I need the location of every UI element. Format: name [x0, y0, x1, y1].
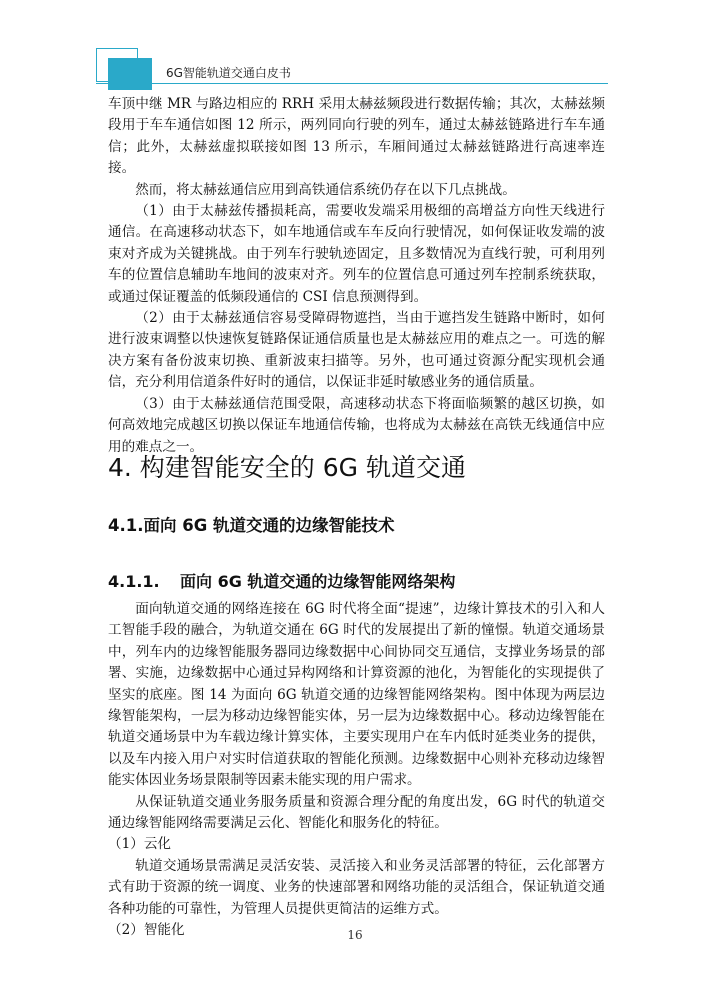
paragraph: 从保证轨道交通业务服务质量和资源合理分配的角度出发，6G 时代的轨道交通边缘智能网络需要满足云化、智能化和服务化的特征。 [108, 793, 605, 832]
header-title: 6G智能轨道交通白皮书 [166, 66, 291, 80]
paragraph: （1）由于太赫兹传播损耗高，需要收发端采用极细的高增益方向性天线进行通信。在高速移动状态下，如车地通信或车车反向行驶情况，如何保证收发端的波束对齐成为关键挑战。由于列车行驶轨迹固定，且多数情况为直线行驶，可利用列车的位置信息辅助车地间的波束对齐。列车的位置信息可通过列车控制系统获取，或通过保证覆盖的低频段通信的 CSI 信息预测得到。 [108, 203, 605, 305]
header-rule [96, 83, 608, 84]
list-item-label: （2）智能化 [108, 922, 185, 939]
paragraph: （3）由于太赫兹通信范围受限，高速移动状态下将面临频繁的越区切换，如何高效地完成越区切换以保证车地通信传输，也将成为太赫兹在高铁无线通信中应用的难点之一。 [108, 395, 605, 455]
paragraph: 面向轨道交通的网络连接在 6G 时代将全面“提速”，边缘计算技术的引入和人工智能手段的融合，为轨道交通在 6G 时代的发展提出了新的憧憬。轨道交通场景中，列车内的边缘智能服务器同边缘数据中心间协同交互通信，支撑业务场景的部署、实施，边缘数据中心通过异构网络和计算资源的池化，为智能化的实现提供了坚实的底座。图 14 为面向 6G 轨道交通的边缘智能网络架构。图中体现为两层边缘智能架构，一层为移动边缘智能实体，另一层为边缘数据中心。移动边缘智能在轨道交通场景中为车载边缘计算实体，主要实现用户在车内低时延类业务的提供，以及车内接入用户对实时信道获取的智能化预测。边缘数据中心则补充移动边缘智能实体因业务场景限制等因素未能实现的用户需求。 [108, 601, 605, 789]
paragraph: 轨道交通场景需满足灵活安装、灵活接入和业务灵活部署的特征，云化部署方式有助于资源的统一调度、业务的快速部署和网络功能的灵活组合，保证轨道交通各种功能的可靠性，为管理人员提供更简洁的运维方式。 [108, 857, 605, 917]
paragraph: （2）由于太赫兹通信容易受障碍物遮挡，当由于遮挡发生链路中断时，如何进行波束调整以快速恢复链路保证通信质量也是太赫兹应用的难点之一。可选的解决方案有备份波束切换、重新波束扫描等。另外，也可通过资源分配实现机会通信，充分利用信道条件好时的通信，以保证非延时敏感业务的通信质量。 [108, 310, 605, 391]
body-section [108, 599, 605, 942]
section-heading-2: 4.1.面向 6G 轨道交通的边缘智能技术 [108, 516, 395, 535]
list-item-label: （1）云化 [108, 836, 172, 853]
header-deco-fill [108, 58, 152, 90]
heading-3-number: 4.1.1. [108, 572, 160, 591]
page-number: 16 [347, 928, 363, 942]
section-heading-3 [108, 569, 455, 592]
section-heading-1: 4. 构建智能安全的 6G 轨道交通 [108, 453, 466, 482]
paragraph: 车顶中继 MR 与路边相应的 RRH 采用太赫兹频段进行数据传输；其次，太赫兹频段用于车车通信如图 12 所示，两列同向行驶的列车，通过太赫兹链路进行车车通信；此外，太赫兹虚拟联接如图 13 所示，车厢间通过太赫兹链路进行高速率连接。 [108, 96, 605, 177]
heading-3-title: 面向 6G 轨道交通的边缘智能网络架构 [180, 572, 456, 591]
top-section [108, 94, 605, 458]
paragraph: 然而，将太赫兹通信应用到高铁通信系统仍存在以下几点挑战。 [135, 181, 516, 198]
